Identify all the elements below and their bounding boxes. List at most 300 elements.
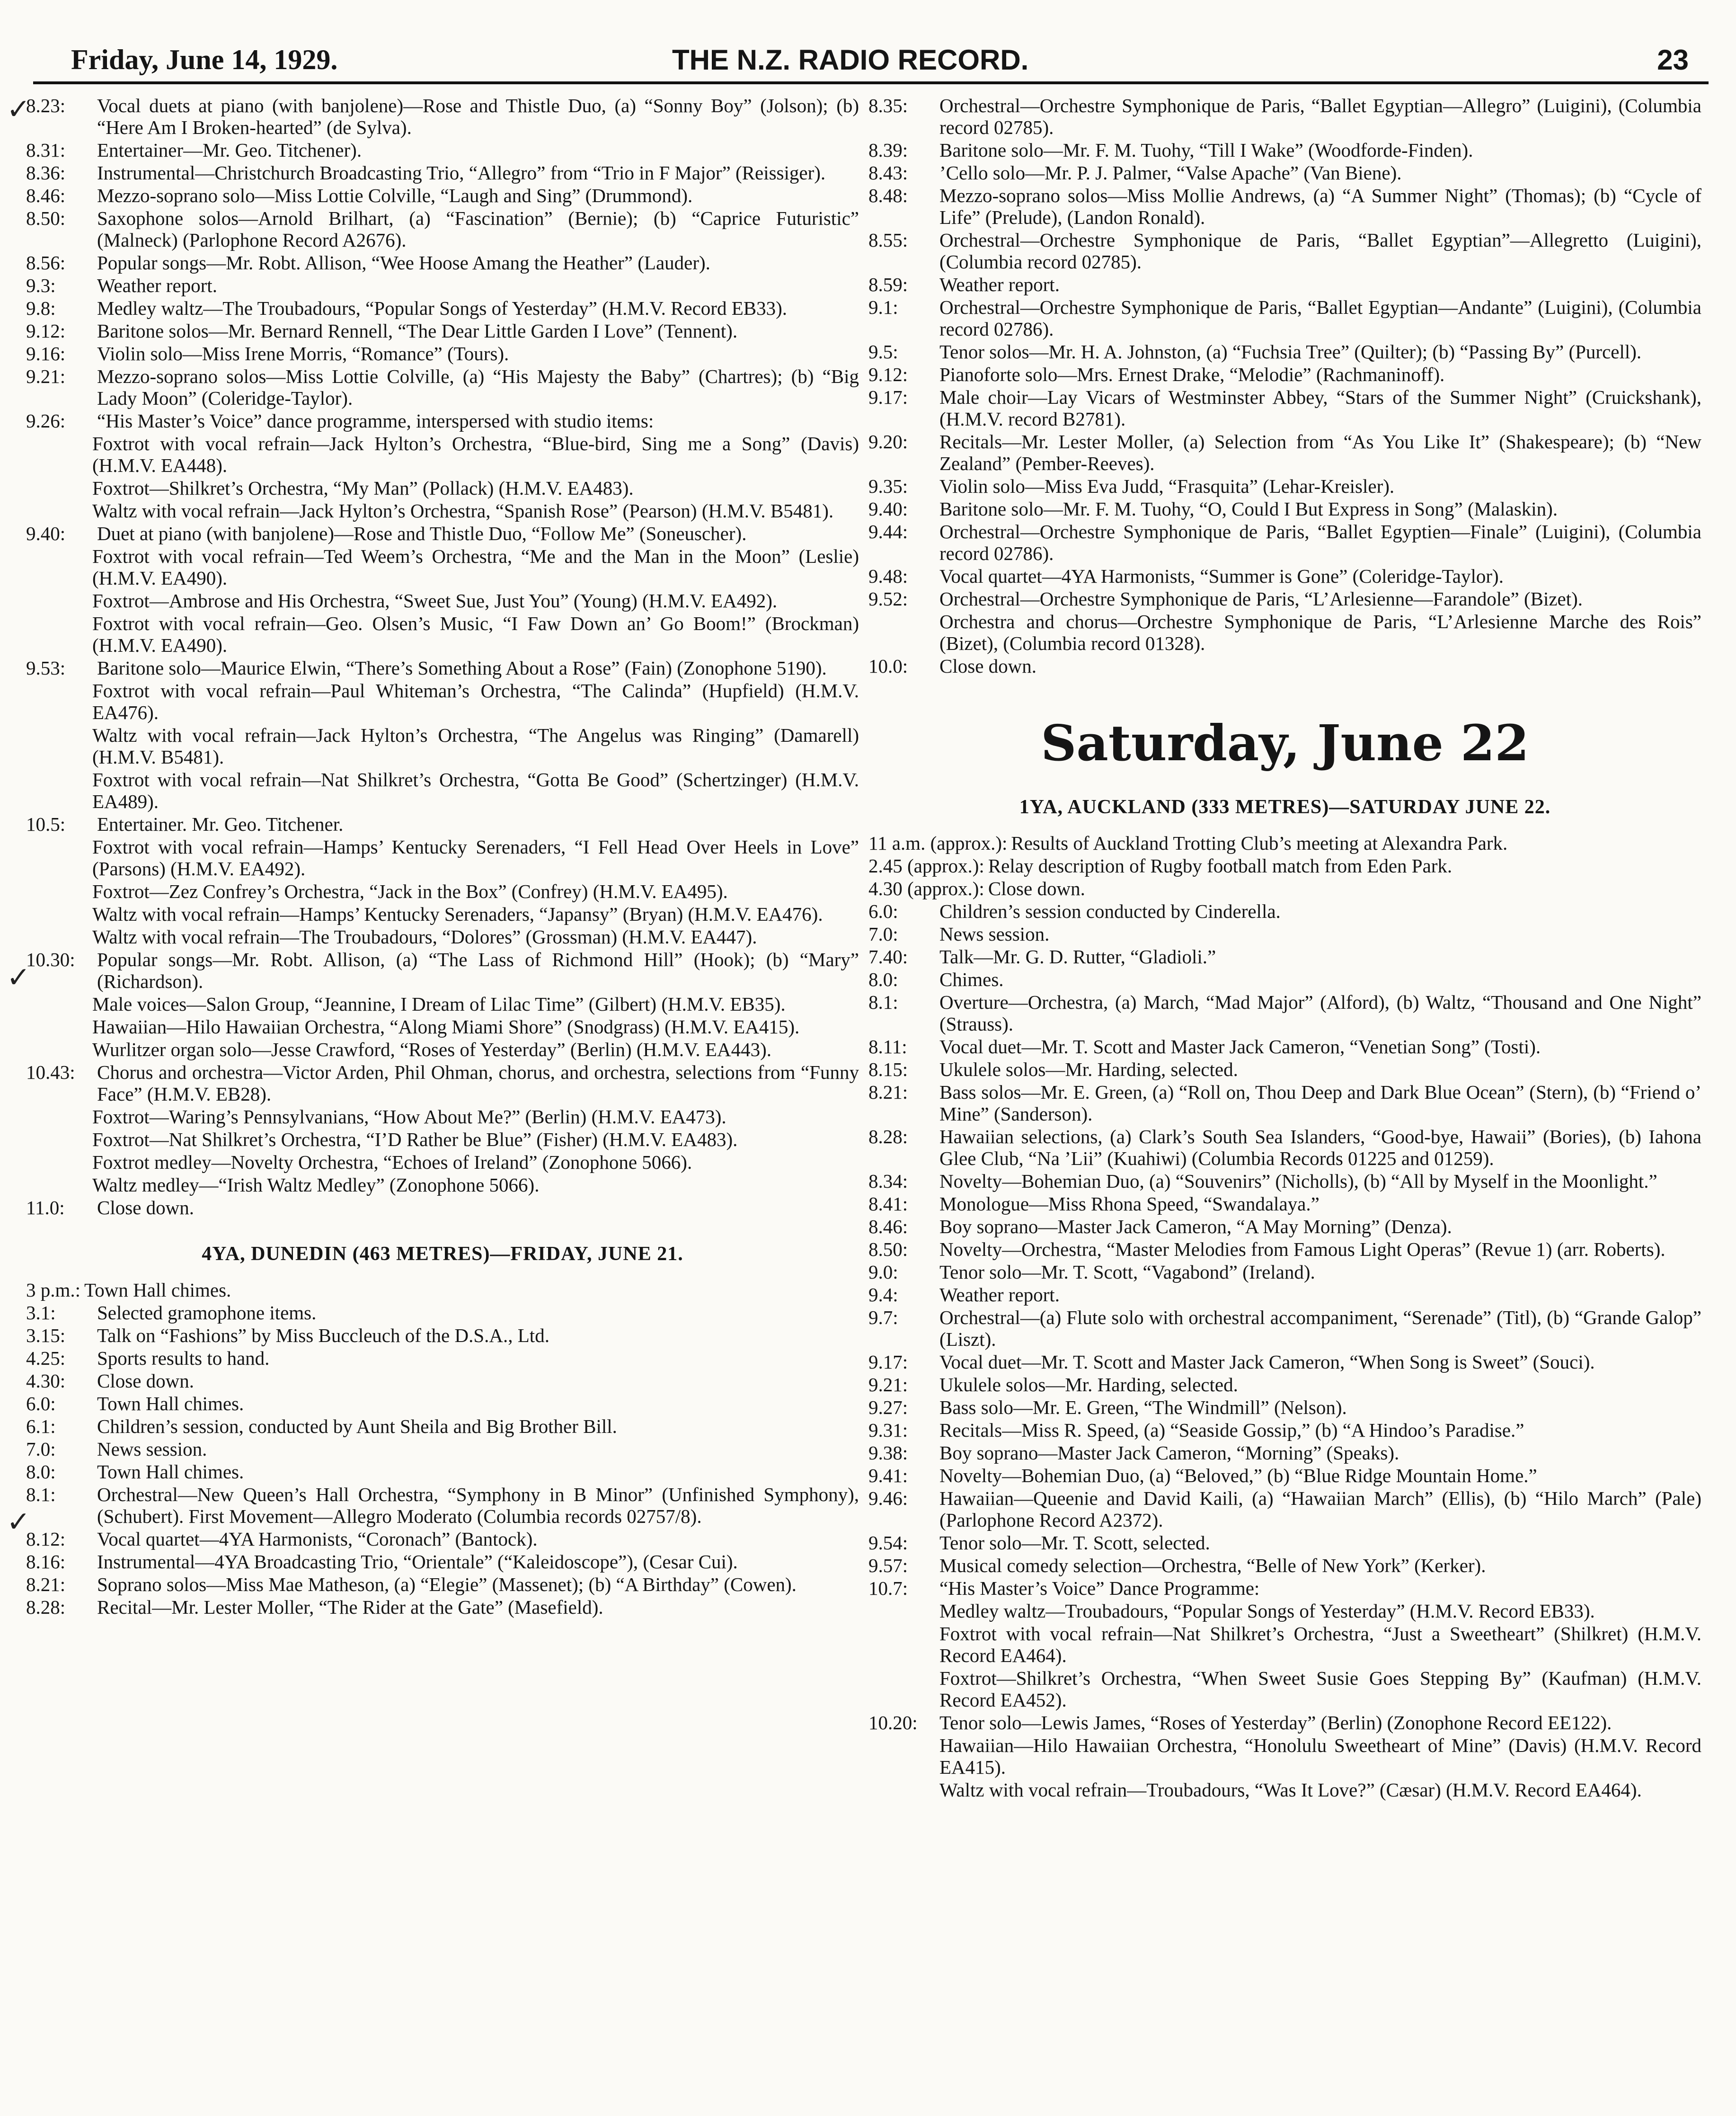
entry-time: 9.26: bbox=[26, 410, 66, 432]
entry-text: Pianoforte solo—Mrs. Ernest Drake, “Melodie” (Rachmaninoff). bbox=[939, 364, 1445, 385]
entry-time: 6.0: bbox=[26, 1393, 56, 1414]
programme-entry bbox=[868, 969, 1701, 990]
entry-time: 8.46: bbox=[26, 185, 66, 206]
entry-text: Town Hall chimes. bbox=[97, 1461, 244, 1483]
entry-time: 9.5: bbox=[868, 341, 898, 363]
entry-text: Sports results to hand. bbox=[97, 1347, 270, 1369]
entry-time: 10.7: bbox=[868, 1577, 908, 1599]
entry-text: Foxtrot with vocal refrain—Nat Shilkret’s Orchestra, “Gotta Be Good” (Schertzinger) (H.M.V. EA489). bbox=[92, 769, 859, 812]
entry-time: 7.0: bbox=[868, 923, 898, 945]
programme-entry bbox=[26, 410, 859, 432]
programme-entry bbox=[26, 1461, 859, 1483]
programme-entry bbox=[26, 1302, 859, 1324]
programme-entry bbox=[26, 1528, 859, 1550]
entry-text: Weather report. bbox=[97, 275, 217, 296]
programme-entry bbox=[868, 946, 1701, 968]
programme-subentry bbox=[26, 613, 859, 656]
entry-text: Recitals—Mr. Lester Moller, (a) Selection from “As You Like It” (Shakespeare); (b) “New Zealand” (Pember-Reeves). bbox=[939, 431, 1701, 474]
programme-entry bbox=[26, 162, 859, 184]
programme-entry bbox=[868, 139, 1701, 161]
entry-text: Musical comedy selection—Orchestra, “Belle of New York” (Kerker). bbox=[939, 1555, 1486, 1576]
programme-entry bbox=[868, 900, 1701, 922]
entry-time: 9.7: bbox=[868, 1307, 898, 1328]
entry-text: Foxtrot—Shilkret’s Orchestra, “My Man” (Pollack) (H.M.V. EA483). bbox=[92, 477, 634, 499]
entry-time: 8.50: bbox=[26, 207, 66, 229]
entry-time: 3.1: bbox=[26, 1302, 56, 1324]
entry-time: 8.31: bbox=[26, 139, 66, 161]
right-column bbox=[868, 95, 1701, 1802]
entry-text: Ukulele solos—Mr. Harding, selected. bbox=[939, 1058, 1238, 1080]
programme-subentry bbox=[868, 1600, 1701, 1622]
entry-time: 8.11: bbox=[868, 1036, 907, 1058]
header-rule bbox=[33, 81, 1709, 84]
entry-time: 10.20: bbox=[868, 1712, 918, 1734]
programme-entry bbox=[868, 1465, 1701, 1486]
entry-time: 8.56: bbox=[26, 252, 66, 274]
entry-time: 10.5: bbox=[26, 813, 66, 835]
entry-time: 4.25: bbox=[26, 1347, 66, 1369]
entry-text: Waltz with vocal refrain—Jack Hylton’s Orchestra, “Spanish Rose” (Pearson) (H.M.V. B5481). bbox=[92, 500, 834, 522]
entry-time: 8.28: bbox=[868, 1126, 908, 1147]
programme-entry bbox=[26, 1596, 859, 1618]
programme-subentry bbox=[26, 477, 859, 499]
entry-time: 8.21: bbox=[868, 1081, 908, 1103]
entry-text: Waltz with vocal refrain—The Troubadours, “Dolores” (Grossman) (H.M.V. EA447). bbox=[92, 926, 757, 948]
entry-text: Town Hall chimes. bbox=[97, 1393, 244, 1414]
entry-text: Foxtrot with vocal refrain—Hamps’ Kentucky Serenaders, “I Fell Head Over Heels in Love” (Parsons) (H.M.V. EA492). bbox=[92, 836, 859, 880]
entry-text: Close down. bbox=[988, 878, 1085, 899]
programme-entry bbox=[868, 588, 1701, 610]
programme-subentry bbox=[26, 1174, 859, 1196]
programme-subentry bbox=[26, 926, 859, 948]
programme-subentry bbox=[868, 1734, 1701, 1778]
entry-text: Ukulele solos—Mr. Harding, selected. bbox=[939, 1374, 1238, 1396]
entry-text: Bass solo—Mr. E. Green, “The Windmill” (Nelson). bbox=[939, 1396, 1347, 1418]
entry-text: Results of Auckland Trotting Club’s meeting at Alexandra Park. bbox=[1011, 832, 1508, 854]
programme-entry bbox=[868, 565, 1701, 587]
entry-time: 8.59: bbox=[868, 274, 908, 295]
programme-subentry bbox=[26, 1016, 859, 1038]
programme-entry bbox=[868, 1261, 1701, 1283]
programme-entry bbox=[26, 1574, 859, 1595]
entry-text: Instrumental—4YA Broadcasting Trio, “Orientale” (“Kaleidoscope”), (Cesar Cui). bbox=[97, 1551, 738, 1573]
entry-time: 6.1: bbox=[26, 1415, 56, 1437]
entry-text: Novelty—Orchestra, “Master Melodies from Famous Light Operas” (Revue 1) (arr. Roberts). bbox=[939, 1238, 1665, 1260]
entry-time: 4.30: bbox=[26, 1370, 66, 1392]
programme-entry bbox=[26, 657, 859, 679]
entry-text: Town Hall chimes. bbox=[84, 1279, 231, 1301]
programme-entry bbox=[868, 655, 1701, 677]
programme-entry bbox=[868, 1216, 1701, 1237]
entry-text: Mezzo-soprano solo—Miss Lottie Colville, “Laugh and Sing” (Drummond). bbox=[97, 185, 693, 206]
entry-text: Foxtrot with vocal refrain—Nat Shilkret’s Orchestra, “Just a Sweetheart” (Shilkret) (H.M.V. Record EA464). bbox=[939, 1623, 1701, 1666]
programme-subentry bbox=[868, 611, 1701, 654]
page-number: 23 bbox=[1657, 44, 1689, 76]
entry-text: Baritone solo—Mr. F. M. Tuohy, “O, Could I But Express in Song” (Malaskin). bbox=[939, 498, 1558, 520]
entry-text: Foxtrot—Waring’s Pennsylvanians, “How About Me?” (Berlin) (H.M.V. EA473). bbox=[92, 1106, 726, 1128]
programme-entry bbox=[26, 297, 859, 319]
entry-text: Soprano solos—Miss Mae Matheson, (a) “Elegie” (Massenet); (b) “A Birthday” (Cowen). bbox=[97, 1574, 797, 1595]
entry-text: News session. bbox=[97, 1438, 207, 1460]
programme-entry bbox=[26, 207, 859, 251]
programme-entry bbox=[868, 1126, 1701, 1169]
entry-time: 4.30 (approx.): bbox=[868, 878, 984, 899]
programme-subentry bbox=[26, 836, 859, 880]
programme-subentry bbox=[26, 1039, 859, 1060]
entry-time: 10.0: bbox=[868, 655, 908, 677]
programme-entry bbox=[26, 343, 859, 365]
programme-entry bbox=[868, 185, 1701, 228]
programme-entry bbox=[26, 320, 859, 342]
left-column bbox=[26, 95, 859, 1619]
programme-entry bbox=[868, 1058, 1701, 1080]
programme-entry bbox=[868, 1577, 1701, 1599]
entry-text: Vocal quartet—4YA Harmonists, “Coronach” (Bantock). bbox=[97, 1528, 538, 1550]
entry-time: 7.40: bbox=[868, 946, 908, 968]
entry-text: Tenor solo—Lewis James, “Roses of Yesterday” (Berlin) (Zonophone Record EE122). bbox=[939, 1712, 1612, 1734]
entry-text: Weather report. bbox=[939, 274, 1060, 295]
entry-text: Chorus and orchestra—Victor Arden, Phil Ohman, chorus, and orchestra, selections from “Funny Face” (H.M.V. EB28). bbox=[97, 1061, 859, 1105]
entry-time: 9.20: bbox=[868, 431, 908, 453]
entry-text: Baritone solo—Maurice Elwin, “There’s Something About a Rose” (Fain) (Zonophone 5190). bbox=[97, 657, 827, 679]
entry-text: Orchestral—Orchestre Symphonique de Paris, “Ballet Egyptien—Finale” (Luigini), (Columbia record 02786). bbox=[939, 521, 1701, 564]
entry-text: News session. bbox=[939, 923, 1050, 945]
programme-subentry bbox=[26, 590, 859, 612]
saturday-day-heading: Saturday, June 22 bbox=[1041, 714, 1529, 772]
entry-time: 8.35: bbox=[868, 95, 908, 116]
entry-time: 8.0: bbox=[868, 969, 898, 990]
entry-text: Foxtrot with vocal refrain—Paul Whiteman’s Orchestra, “The Calinda” (Hupfield) (H.M.V. EA476). bbox=[92, 680, 859, 723]
entry-text: Talk—Mr. G. D. Rutter, “Gladioli.” bbox=[939, 946, 1216, 968]
programme-entry bbox=[26, 139, 859, 161]
entry-text: Monologue—Miss Rhona Speed, “Swandalaya.” bbox=[939, 1193, 1320, 1215]
entry-text: Chimes. bbox=[939, 969, 1004, 990]
entry-time: 9.40: bbox=[868, 498, 908, 520]
entry-text: Orchestral—Orchestre Symphonique de Paris, “L’Arlesienne—Farandole” (Bizet). bbox=[939, 588, 1583, 610]
programme-subentry bbox=[868, 1623, 1701, 1666]
entry-time: 9.8: bbox=[26, 297, 56, 319]
entry-time: 8.16: bbox=[26, 1551, 66, 1573]
entry-text: Male voices—Salon Group, “Jeannine, I Dream of Lilac Time” (Gilbert) (H.M.V. EB35). bbox=[92, 993, 786, 1015]
entry-text: Weather report. bbox=[939, 1284, 1060, 1306]
entry-text: Violin solo—Miss Irene Morris, “Romance” (Tours). bbox=[97, 343, 509, 365]
entry-text: Recitals—Miss R. Speed, (a) “Seaside Gossip,” (b) “A Hindoo’s Paradise.” bbox=[939, 1419, 1524, 1441]
programme-entry bbox=[868, 229, 1701, 273]
entry-time: 8.12: bbox=[26, 1528, 66, 1550]
entry-text: Novelty—Bohemian Duo, (a) “Beloved,” (b) “Blue Ridge Mountain Home.” bbox=[939, 1465, 1537, 1486]
entry-text: Boy soprano—Master Jack Cameron, “Morning” (Speaks). bbox=[939, 1442, 1399, 1464]
programme-entry bbox=[26, 275, 859, 296]
entry-time: 8.34: bbox=[868, 1170, 908, 1192]
entry-text: Bass solos—Mr. E. Green, (a) “Roll on, Thou Deep and Dark Blue Ocean” (Stern), (b) “Friend o’ Mine” (Sanderson). bbox=[939, 1081, 1701, 1125]
entry-text: Tenor solo—Mr. T. Scott, “Vagabond” (Ireland). bbox=[939, 1261, 1315, 1283]
entry-time: 10.43: bbox=[26, 1061, 75, 1083]
entry-time: 9.3: bbox=[26, 275, 56, 296]
entry-text: Foxtrot with vocal refrain—Geo. Olsen’s Music, “I Faw Down an’ Go Boom!” (Brockman) (H.M.V. EA490). bbox=[92, 613, 859, 656]
programme-entry bbox=[868, 1419, 1701, 1441]
programme-entry bbox=[26, 1551, 859, 1573]
entry-text: Children’s session, conducted by Aunt Sheila and Big Brother Bill. bbox=[97, 1415, 617, 1437]
entry-time: 9.31: bbox=[868, 1419, 908, 1441]
entry-text: Orchestra and chorus—Orchestre Symphonique de Paris, “L’Arlesienne Marche des Rois” (Bizet), (Columbia record 01328). bbox=[939, 611, 1701, 654]
programme-entry bbox=[868, 521, 1701, 564]
programme-entry bbox=[868, 341, 1701, 363]
entry-time: 9.53: bbox=[26, 657, 66, 679]
entry-text: Children’s session conducted by Cinderella. bbox=[939, 900, 1281, 922]
entry-text: “His Master’s Voice” Dance Programme: bbox=[939, 1577, 1260, 1599]
auckland-heading: 1YA, AUCKLAND (333 METRES)—SATURDAY JUNE 22. bbox=[1019, 796, 1551, 818]
entry-text: Mezzo-soprano solos—Miss Mollie Andrews, (a) “A Summer Night” (Thomas); (b) “Cycle of Life” (Prelude), (Landon Ronald). bbox=[939, 185, 1701, 228]
entry-time: 8.36: bbox=[26, 162, 66, 184]
entry-text: Foxtrot—Shilkret’s Orchestra, “When Sweet Susie Goes Stepping By” (Kaufman) (H.M.V. Record EA452). bbox=[939, 1667, 1701, 1711]
programme-entry bbox=[26, 1415, 859, 1437]
entry-time: 7.0: bbox=[26, 1438, 56, 1460]
entry-text: Medley waltz—The Troubadours, “Popular Songs of Yesterday” (H.M.V. Record EB33). bbox=[97, 297, 788, 319]
programme-entry bbox=[868, 1081, 1701, 1125]
entry-text: Orchestral—Orchestre Symphonique de Paris, “Ballet Egyptian—Allegro” (Luigini), (Columbia record 02785). bbox=[939, 95, 1701, 138]
programme-entry bbox=[26, 1061, 859, 1105]
programme-entry bbox=[868, 878, 1701, 899]
entry-text: Selected gramophone items. bbox=[97, 1302, 317, 1324]
programme-entry bbox=[26, 523, 859, 544]
programme-entry bbox=[26, 1484, 859, 1527]
programme-entry bbox=[868, 1396, 1701, 1418]
entry-time: 9.52: bbox=[868, 588, 908, 610]
programme-entry bbox=[868, 1284, 1701, 1306]
programme-subentry bbox=[26, 769, 859, 812]
programme-entry bbox=[868, 162, 1701, 184]
entry-text: Waltz medley—“Irish Waltz Medley” (Zonophone 5066). bbox=[92, 1174, 540, 1196]
entry-time: 3.15: bbox=[26, 1325, 66, 1346]
entry-text: Foxtrot with vocal refrain—Jack Hylton’s Orchestra, “Blue-bird, Sing me a Song” (Davis) (H.M.V. EA448). bbox=[92, 433, 859, 476]
programme-entry bbox=[26, 1370, 859, 1392]
entry-text: Foxtrot—Ambrose and His Orchestra, “Sweet Sue, Just You” (Young) (H.M.V. EA492). bbox=[92, 590, 778, 612]
entry-time: 9.40: bbox=[26, 523, 66, 544]
entry-text: Waltz with vocal refrain—Troubadours, “Was It Love?” (Cæsar) (H.M.V. Record EA464). bbox=[939, 1779, 1642, 1801]
entry-text: Tenor solo—Mr. T. Scott, selected. bbox=[939, 1532, 1210, 1554]
entry-time: 9.48: bbox=[868, 565, 908, 587]
entry-time: 9.57: bbox=[868, 1555, 908, 1576]
entry-text: Close down. bbox=[97, 1197, 194, 1218]
entry-time: 8.50: bbox=[868, 1238, 908, 1260]
entry-text: Hawaiian—Queenie and David Kaili, (a) “Hawaiian March” (Ellis), (b) “Hilo March” (Pale) (Parlophone Record A2372). bbox=[939, 1487, 1701, 1531]
entry-text: Tenor solos—Mr. H. A. Johnston, (a) “Fuchsia Tree” (Quilter); (b) “Passing By” (Purcell). bbox=[939, 341, 1642, 363]
programme-entry bbox=[26, 1347, 859, 1369]
programme-subentry bbox=[26, 1129, 859, 1150]
entry-text: Baritone solos—Mr. Bernard Rennell, “The Dear Little Garden I Love” (Tennent). bbox=[97, 320, 738, 342]
programme-entry bbox=[868, 475, 1701, 497]
programme-entry bbox=[868, 1555, 1701, 1576]
programme-entry bbox=[868, 1374, 1701, 1396]
entry-time: 10.30: bbox=[26, 949, 75, 970]
entry-text: Talk on “Fashions” by Miss Buccleuch of the D.S.A., Ltd. bbox=[97, 1325, 549, 1346]
entry-text: Vocal duets at piano (with banjolene)—Rose and Thistle Duo, (a) “Sonny Boy” (Jolson); (b) “Here Am I Broken-hearted” (de Sylva). bbox=[97, 95, 859, 138]
entry-time: 9.17: bbox=[868, 1351, 908, 1373]
issue-date: Friday, June 14, 1929. bbox=[71, 44, 338, 75]
dunedin-programme bbox=[26, 1279, 859, 1618]
entry-text: Relay description of Rugby football match from Eden Park. bbox=[988, 855, 1453, 877]
programme-entry bbox=[868, 364, 1701, 385]
entry-text: Medley waltz—Troubadours, “Popular Songs of Yesterday” (H.M.V. Record EB33). bbox=[939, 1600, 1595, 1622]
pencil-tick-mark: ✓ bbox=[7, 962, 31, 993]
entry-text: Close down. bbox=[97, 1370, 194, 1392]
page-header bbox=[28, 19, 1708, 76]
programme-entry bbox=[868, 1351, 1701, 1373]
entry-text: Orchestral—(a) Flute solo with orchestral accompaniment, “Serenade” (Titl), (b) “Grande Galop” (Liszt). bbox=[939, 1307, 1701, 1350]
dunedin-programme-continued bbox=[868, 95, 1701, 677]
programme-entry bbox=[868, 498, 1701, 520]
entry-text: Hawaiian—Hilo Hawaiian Orchestra, “Honolulu Sweetheart of Mine” (Davis) (H.M.V. Record EA415). bbox=[939, 1734, 1701, 1778]
programme-entry bbox=[868, 386, 1701, 430]
entry-time: 9.12: bbox=[26, 320, 66, 342]
entry-text: Novelty—Bohemian Duo, (a) “Souvenirs” (Nicholls), (b) “All by Myself in the Moonlight.” bbox=[939, 1170, 1657, 1192]
entry-time: 8.21: bbox=[26, 1574, 66, 1595]
programme-subentry bbox=[26, 903, 859, 925]
programme-entry bbox=[26, 1393, 859, 1414]
entry-time: 8.41: bbox=[868, 1193, 908, 1215]
entry-time: 9.12: bbox=[868, 364, 908, 385]
programme-entry bbox=[26, 1325, 859, 1346]
entry-time: 9.0: bbox=[868, 1261, 898, 1283]
programme-subentry bbox=[868, 1667, 1701, 1711]
entry-text: Instrumental—Christchurch Broadcasting Trio, “Allegro” from “Trio in F Major” (Reissiger). bbox=[97, 162, 826, 184]
entry-time: 9.27: bbox=[868, 1396, 908, 1418]
auckland-programme bbox=[868, 832, 1701, 1801]
programme-subentry bbox=[26, 1151, 859, 1173]
entry-time: 8.0: bbox=[26, 1461, 56, 1483]
programme-entry bbox=[26, 365, 859, 409]
entry-text: Foxtrot with vocal refrain—Ted Weem’s Orchestra, “Me and the Man in the Moon” (Leslie) (H.M.V. EA490). bbox=[92, 545, 859, 589]
programme-entry bbox=[868, 991, 1701, 1035]
entry-text: Male choir—Lay Vicars of Westminster Abbey, “Stars of the Summer Night” (Cruickshank), (H.M.V. record B2781). bbox=[939, 386, 1701, 430]
entry-time: 8.55: bbox=[868, 229, 908, 251]
entry-time: 9.1: bbox=[868, 296, 898, 318]
publication-title: THE N.Z. RADIO RECORD. bbox=[672, 44, 1029, 76]
programme-entry bbox=[868, 431, 1701, 474]
programme-entry bbox=[26, 1279, 859, 1301]
entry-text: Orchestral—Orchestre Symphonique de Paris, “Ballet Egyptian—Andante” (Luigini), (Columbia record 02786). bbox=[939, 296, 1701, 340]
programme-entry bbox=[26, 1438, 859, 1460]
programme-entry bbox=[26, 252, 859, 274]
entry-text: “His Master’s Voice” dance programme, interspersed with studio items: bbox=[97, 410, 654, 432]
entry-text: Foxtrot—Zez Confrey’s Orchestra, “Jack in the Box” (Confrey) (H.M.V. EA495). bbox=[92, 880, 728, 902]
entry-time: 11.0: bbox=[26, 1197, 65, 1218]
entry-text: Duet at piano (with banjolene)—Rose and Thistle Duo, “Follow Me” (Soneuscher). bbox=[97, 523, 747, 544]
entry-text: Waltz with vocal refrain—Hamps’ Kentucky Serenaders, “Japansy” (Bryan) (H.M.V. EA476). bbox=[92, 903, 823, 925]
programme-entry bbox=[868, 274, 1701, 295]
programme-entry bbox=[868, 1307, 1701, 1350]
programme-subentry bbox=[26, 680, 859, 723]
entry-time: 8.1: bbox=[868, 991, 898, 1013]
programme-subentry bbox=[868, 1779, 1701, 1801]
dunedin-heading: 4YA, DUNEDIN (463 METRES)—FRIDAY, JUNE 21. bbox=[202, 1243, 683, 1265]
programme-subentry bbox=[26, 433, 859, 476]
entry-text: Boy soprano—Master Jack Cameron, “A May Morning” (Denza). bbox=[939, 1216, 1452, 1237]
entry-text: Entertainer—Mr. Geo. Titchener). bbox=[97, 139, 362, 161]
entry-time: 8.39: bbox=[868, 139, 908, 161]
entry-text: Mezzo-soprano solos—Miss Lottie Colville, (a) “His Majesty the Baby” (Chartres); (b) “Big Lady Moon” (Coleridge-Taylor). bbox=[97, 365, 859, 409]
entry-time: 3 p.m.: bbox=[26, 1279, 81, 1301]
entry-time: 9.21: bbox=[868, 1374, 908, 1396]
entry-time: 11 a.m. (approx.): bbox=[868, 832, 1008, 854]
entry-time: 8.28: bbox=[26, 1596, 66, 1618]
programme-entry bbox=[26, 949, 859, 992]
programme-entry bbox=[868, 95, 1701, 138]
friday-programme-continued bbox=[26, 95, 859, 1218]
entry-time: 9.16: bbox=[26, 343, 66, 365]
programme-subentry bbox=[26, 880, 859, 902]
entry-text: Overture—Orchestra, (a) March, “Mad Major” (Alford), (b) Waltz, “Thousand and One Night” (Strauss). bbox=[939, 991, 1701, 1035]
programme-entry bbox=[868, 1712, 1701, 1734]
entry-time: 8.23: bbox=[26, 95, 66, 116]
entry-text: Violin solo—Miss Eva Judd, “Frasquita” (Lehar-Kreisler). bbox=[939, 475, 1395, 497]
programme-subentry bbox=[26, 724, 859, 768]
entry-text: Wurlitzer organ solo—Jesse Crawford, “Roses of Yesterday” (Berlin) (H.M.V. EA443). bbox=[92, 1039, 771, 1060]
entry-time: 9.41: bbox=[868, 1465, 908, 1486]
entry-text: Recital—Mr. Lester Moller, “The Rider at the Gate” (Masefield). bbox=[97, 1596, 603, 1618]
programme-entry bbox=[868, 855, 1701, 877]
entry-time: 9.17: bbox=[868, 386, 908, 408]
programme-entry bbox=[26, 95, 859, 138]
programme-entry bbox=[868, 296, 1701, 340]
entry-text: Saxophone solos—Arnold Brilhart, (a) “Fascination” (Bernie); (b) “Caprice Futuristic” (Malneck) (Parlophone Record A2676). bbox=[97, 207, 859, 251]
entry-time: 9.44: bbox=[868, 521, 908, 542]
entry-text: Foxtrot—Nat Shilkret’s Orchestra, “I’D Rather be Blue” (Fisher) (H.M.V. EA483). bbox=[92, 1129, 738, 1150]
programme-entry bbox=[868, 1170, 1701, 1192]
entry-text: Orchestral—Orchestre Symphonique de Paris, “Ballet Egyptian”—Allegretto (Luigini), (Columbia record 02785). bbox=[939, 229, 1701, 273]
entry-text: Vocal quartet—4YA Harmonists, “Summer is Gone” (Coleridge-Taylor). bbox=[939, 565, 1504, 587]
programme-entry bbox=[26, 813, 859, 835]
entry-time: 9.21: bbox=[26, 365, 66, 387]
programme-entry bbox=[868, 1487, 1701, 1531]
entry-text: Foxtrot medley—Novelty Orchestra, “Echoes of Ireland” (Zonophone 5066). bbox=[92, 1151, 692, 1173]
entry-time: 9.35: bbox=[868, 475, 908, 497]
programme-entry bbox=[868, 832, 1701, 854]
entry-time: 8.15: bbox=[868, 1058, 908, 1080]
entry-text: Waltz with vocal refrain—Jack Hylton’s Orchestra, “The Angelus was Ringing” (Damarell) (H.M.V. B5481). bbox=[92, 724, 859, 768]
entry-time: 2.45 (approx.): bbox=[868, 855, 984, 877]
programme-subentry bbox=[26, 545, 859, 589]
programme-entry bbox=[868, 1193, 1701, 1215]
programme-entry bbox=[868, 1532, 1701, 1554]
entry-text: Vocal duet—Mr. T. Scott and Master Jack Cameron, “Venetian Song” (Tosti). bbox=[939, 1036, 1541, 1058]
programme-entry bbox=[26, 1197, 859, 1218]
entry-text: Popular songs—Mr. Robt. Allison, “Wee Hoose Amang the Heather” (Lauder). bbox=[97, 252, 710, 274]
entry-time: 8.48: bbox=[868, 185, 908, 206]
entry-time: 8.46: bbox=[868, 1216, 908, 1237]
programme-subentry bbox=[26, 1106, 859, 1128]
pencil-tick-mark: ✓ bbox=[7, 1506, 31, 1538]
programme-entry bbox=[26, 185, 859, 206]
entry-time: 9.38: bbox=[868, 1442, 908, 1464]
entry-time: 8.43: bbox=[868, 162, 908, 184]
entry-text: ’Cello solo—Mr. P. J. Palmer, “Valse Apache” (Van Biene). bbox=[939, 162, 1402, 184]
pencil-tick-mark: ✓ bbox=[7, 94, 31, 125]
programme-subentry bbox=[26, 993, 859, 1015]
entry-text: Orchestral—New Queen’s Hall Orchestra, “Symphony in B Minor” (Unfinished Symphony), (Schubert). First Movement—Allegro Moderato (Columbia records 02757/8). bbox=[97, 1484, 859, 1527]
entry-text: Baritone solo—Mr. F. M. Tuohy, “Till I Wake” (Woodforde-Finden). bbox=[939, 139, 1473, 161]
entry-time: 9.54: bbox=[868, 1532, 908, 1554]
programme-entry bbox=[868, 1238, 1701, 1260]
entry-text: Close down. bbox=[939, 655, 1036, 677]
entry-text: Vocal duet—Mr. T. Scott and Master Jack Cameron, “When Song is Sweet” (Souci). bbox=[939, 1351, 1595, 1373]
entry-text: Hawaiian selections, (a) Clark’s South Sea Islanders, “Good-bye, Hawaii” (Bories), (b) Iahona Glee Club, “Na ’Lii” (Kuahiwi) (Columbia Records 01225 and 01259). bbox=[939, 1126, 1701, 1169]
entry-text: Entertainer. Mr. Geo. Titchener. bbox=[97, 813, 344, 835]
programme-entry bbox=[868, 1036, 1701, 1058]
programme-subentry bbox=[26, 500, 859, 522]
entry-text: Hawaiian—Hilo Hawaiian Orchestra, “Along Miami Shore” (Snodgrass) (H.M.V. EA415). bbox=[92, 1016, 800, 1038]
entry-time: 8.1: bbox=[26, 1484, 56, 1505]
